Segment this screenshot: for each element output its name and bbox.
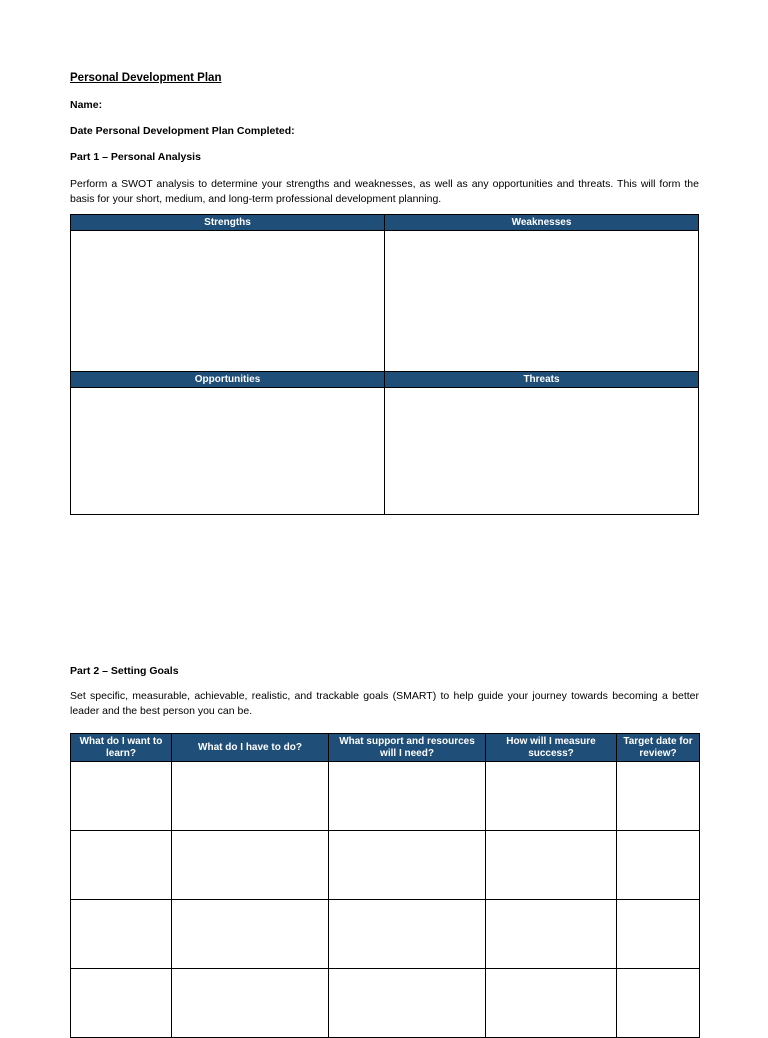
goals-cell[interactable] xyxy=(172,900,329,969)
goals-cell[interactable] xyxy=(617,900,700,969)
goals-cell[interactable] xyxy=(172,762,329,831)
goals-cell[interactable] xyxy=(71,969,172,1038)
part2-heading: Part 2 – Setting Goals xyxy=(70,665,179,677)
goals-cell[interactable] xyxy=(617,831,700,900)
goals-cell[interactable] xyxy=(486,762,617,831)
goals-row xyxy=(71,831,700,900)
goals-cell[interactable] xyxy=(617,969,700,1038)
goals-cell[interactable] xyxy=(329,831,486,900)
goals-cell[interactable] xyxy=(329,900,486,969)
date-completed-label: Date Personal Development Plan Completed: xyxy=(70,125,295,137)
swot-header-weaknesses: Weaknesses xyxy=(385,215,699,231)
swot-header-opportunities: Opportunities xyxy=(71,372,385,388)
swot-cell-threats[interactable] xyxy=(385,388,699,515)
swot-table xyxy=(70,214,699,515)
goals-cell[interactable] xyxy=(486,969,617,1038)
goals-cell[interactable] xyxy=(172,831,329,900)
part1-intro: Perform a SWOT analysis to determine your strengths and weaknesses, as well as any opportunities and threats. This will form the basis for your short, medium, and long-term professional development planning. xyxy=(70,178,699,205)
goals-header-support: What support and resources will I need? xyxy=(329,734,486,762)
goals-cell[interactable] xyxy=(172,969,329,1038)
goals-header-learn: What do I want to learn? xyxy=(71,734,172,762)
goals-cell[interactable] xyxy=(71,762,172,831)
swot-cell-opportunities[interactable] xyxy=(71,388,385,515)
goals-header-target-date: Target date for review? xyxy=(617,734,700,762)
document-title: Personal Development Plan xyxy=(70,72,222,84)
goals-cell[interactable] xyxy=(329,762,486,831)
goals-row xyxy=(71,762,700,831)
part2-intro: Set specific, measurable, achievable, realistic, and trackable goals (SMART) to help guide your journey towards becoming a better leader and the best person you can be. xyxy=(70,690,699,717)
goals-cell[interactable] xyxy=(71,831,172,900)
swot-header-strengths: Strengths xyxy=(71,215,385,231)
name-label: Name: xyxy=(70,99,103,111)
swot-header-threats: Threats xyxy=(385,372,699,388)
goals-cell[interactable] xyxy=(71,900,172,969)
goals-row xyxy=(71,969,700,1038)
goals-header-measure: How will I measure success? xyxy=(486,734,617,762)
goals-table xyxy=(70,733,700,1038)
part1-heading: Part 1 – Personal Analysis xyxy=(70,151,201,163)
goals-header-todo: What do I have to do? xyxy=(172,734,329,762)
swot-cell-weaknesses[interactable] xyxy=(385,231,699,372)
goals-row xyxy=(71,900,700,969)
swot-cell-strengths[interactable] xyxy=(71,231,385,372)
goals-cell[interactable] xyxy=(486,831,617,900)
goals-cell[interactable] xyxy=(617,762,700,831)
goals-cell[interactable] xyxy=(486,900,617,969)
goals-cell[interactable] xyxy=(329,969,486,1038)
